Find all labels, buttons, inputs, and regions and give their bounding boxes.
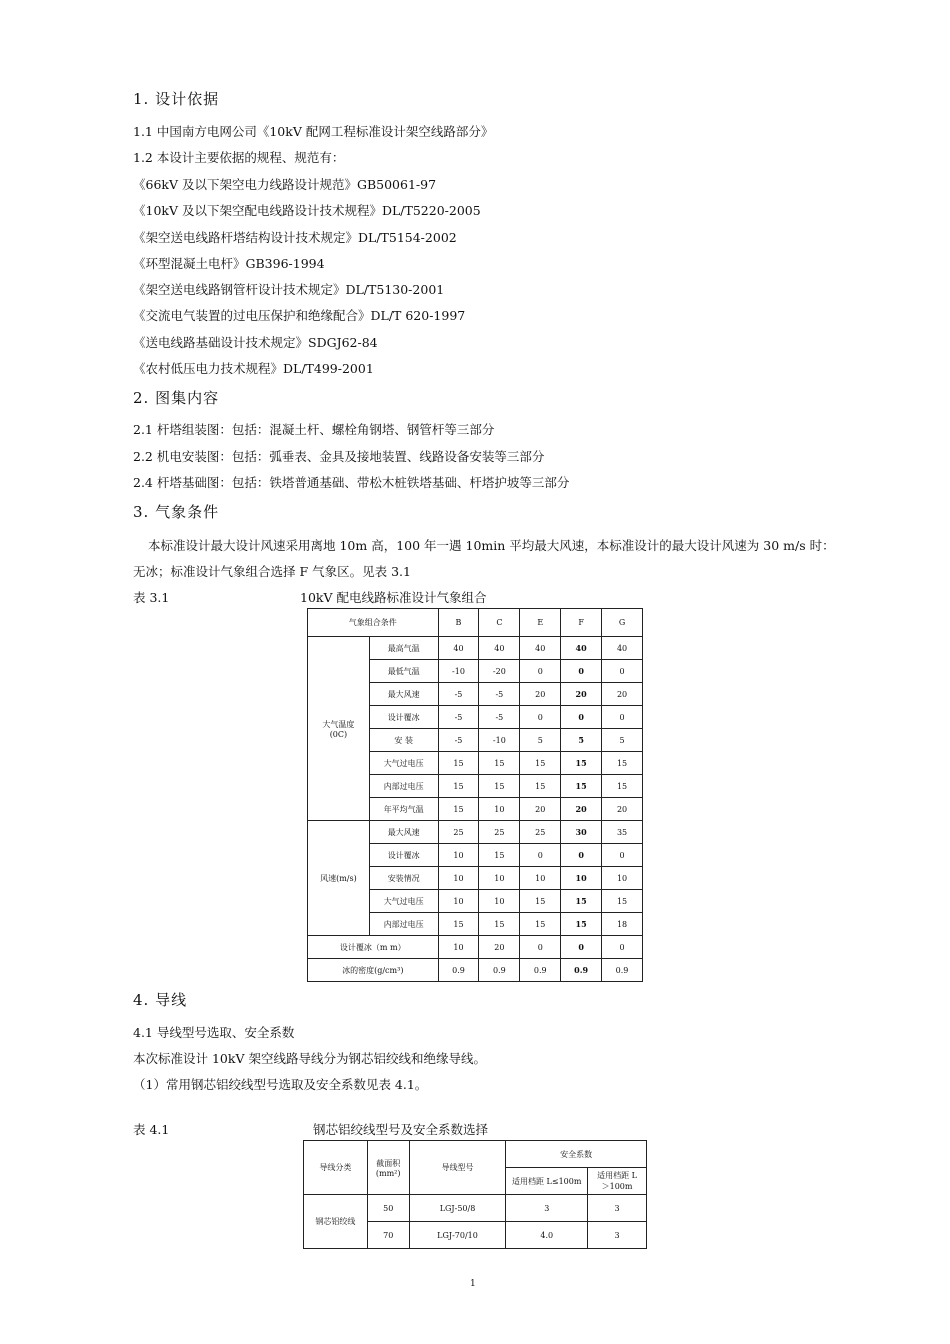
section-2-heading: 2. 图集内容	[133, 389, 220, 407]
cell: 18	[602, 913, 643, 936]
s1-line: 《10kV 及以下架空配电线路设计技术规程》DL/T5220-2005	[133, 203, 481, 218]
cell: 25	[438, 821, 479, 844]
header-cell: 安全系数	[506, 1141, 647, 1168]
table-row	[308, 959, 643, 982]
cell: 15	[520, 913, 561, 936]
section-1-heading: 1. 设计依据	[133, 90, 220, 108]
cell: 10	[438, 867, 479, 890]
s1-line: 《架空送电线路杆塔结构设计技术规定》DL/T5154-2002	[133, 230, 457, 245]
cell: -20	[479, 660, 520, 683]
s1-line: 《送电线路基础设计技术规定》SDGJ62-84	[133, 335, 378, 350]
cell: 5	[561, 729, 602, 752]
cell: 25	[479, 821, 520, 844]
cell: 15	[438, 752, 479, 775]
cell: 15	[520, 890, 561, 913]
area-header-text: 截面积	[376, 1158, 401, 1168]
table31-title: 10kV 配电线路标准设计气象组合	[300, 590, 487, 605]
cell: 40	[602, 637, 643, 660]
row-label: 冰的密度(g/cm³)	[308, 959, 439, 982]
s1-line: 《农村低压电力技术规程》DL/T499-2001	[133, 361, 374, 376]
row-label: 设计覆冰（m m）	[308, 936, 439, 959]
cell: 0	[561, 936, 602, 959]
cell: 0.9	[602, 959, 643, 982]
header-cell: 气象组合条件	[308, 609, 439, 637]
group-temp-cell	[308, 637, 370, 821]
row-label: 大气过电压	[369, 752, 438, 775]
cell: 30	[561, 821, 602, 844]
cell: 10	[479, 867, 520, 890]
s4-line: 4.1 导线型号选取、安全系数	[133, 1025, 295, 1040]
header-cell: G	[602, 609, 643, 637]
table31-label: 表 3.1	[133, 590, 170, 605]
header-cell: E	[520, 609, 561, 637]
s3-paragraph: 本标准设计最大设计风速采用离地 10m 高，100 年一遇 10min 平均最大风速，本标准设计的最大设计风速为 30 m/s 时：	[148, 538, 835, 553]
cell: -5	[479, 706, 520, 729]
cell: -5	[438, 706, 479, 729]
section-3-heading: 3. 气象条件	[133, 503, 220, 521]
table41-title: 钢芯铝绞线型号及安全系数选择	[313, 1122, 489, 1137]
table-row	[304, 1195, 647, 1222]
header-cell: C	[479, 609, 520, 637]
section-4-heading: 4. 导线	[133, 991, 188, 1009]
conductor-table	[303, 1140, 647, 1249]
cell: 40	[479, 637, 520, 660]
cell: 15	[479, 844, 520, 867]
s2-line: 2.4 杆塔基础图：包括：铁塔普通基础、带松木桩铁塔基础、杆塔护坡等三部分	[133, 475, 570, 490]
cell: 15	[561, 775, 602, 798]
row-label: 最大风速	[369, 821, 438, 844]
row-label: 安 装	[369, 729, 438, 752]
cell: 0.9	[479, 959, 520, 982]
cell: 10	[438, 936, 479, 959]
cell: 15	[561, 752, 602, 775]
cell: 15	[602, 775, 643, 798]
page-number: 1	[470, 1279, 476, 1289]
cell: 20	[561, 683, 602, 706]
cell: LGJ-70/10	[409, 1222, 506, 1249]
table-header-row	[304, 1141, 647, 1168]
s1-line: 《交流电气装置的过电压保护和绝缘配合》DL/T 620-1997	[133, 308, 466, 323]
s1-line: 1.1 中国南方电网公司《10kV 配网工程标准设计架空线路部分》	[133, 124, 494, 139]
cell: 0	[520, 936, 561, 959]
cell: 15	[438, 798, 479, 821]
cell: 5	[602, 729, 643, 752]
cell: -5	[438, 683, 479, 706]
header-cell: F	[561, 609, 602, 637]
cell: 15	[602, 890, 643, 913]
group-temp-label: 大气温度	[322, 719, 355, 729]
row-label: 内部过电压	[369, 775, 438, 798]
s1-line: 《架空送电线路钢管杆设计技术规定》DL/T5130-2001	[133, 282, 445, 297]
s3-paragraph: 无冰；标准设计气象组合选择 F 气象区。见表 3.1	[133, 564, 411, 579]
cell: 0	[561, 844, 602, 867]
header-cell: 导线型号	[409, 1141, 506, 1195]
table-row	[308, 637, 643, 660]
group-temp-unit: (0C)	[329, 729, 348, 739]
cell: -10	[479, 729, 520, 752]
header-cell: B	[438, 609, 479, 637]
header-cell	[588, 1168, 647, 1195]
cell: 10	[602, 867, 643, 890]
cell: 10	[479, 798, 520, 821]
cell: 70	[367, 1222, 409, 1249]
table-row	[308, 821, 643, 844]
cell: 15	[438, 913, 479, 936]
cell: 15	[520, 775, 561, 798]
row-label: 设计覆冰	[369, 844, 438, 867]
cell: 0	[602, 706, 643, 729]
s2-line: 2.2 机电安装图：包括：弧垂表、金具及接地装置、线路设备安装等三部分	[133, 449, 545, 464]
cell: 40	[561, 637, 602, 660]
s1-line: 《66kV 及以下架空电力线路设计规范》GB50061-97	[133, 177, 437, 192]
row-label: 内部过电压	[369, 913, 438, 936]
cell: 15	[438, 775, 479, 798]
group-wind-cell: 风速(m/s)	[308, 821, 370, 936]
cell: 0	[602, 844, 643, 867]
cell: 40	[520, 637, 561, 660]
cell: -10	[438, 660, 479, 683]
cell: LGJ-50/8	[409, 1195, 506, 1222]
cell: 35	[602, 821, 643, 844]
cell: 20	[520, 683, 561, 706]
row-label: 年平均气温	[369, 798, 438, 821]
row-label: 最高气温	[369, 637, 438, 660]
row-label: 安装情况	[369, 867, 438, 890]
cell: 0.9	[561, 959, 602, 982]
span2-header-unit: ＞100m	[601, 1182, 633, 1191]
cell: 15	[561, 913, 602, 936]
weather-table	[307, 608, 643, 982]
group-cell: 钢芯铝绞线	[304, 1195, 368, 1249]
row-label: 设计覆冰	[369, 706, 438, 729]
table-row	[308, 936, 643, 959]
cell: 10	[520, 867, 561, 890]
cell: 5	[520, 729, 561, 752]
s1-line: 1.2 本设计主要依据的规程、规范有：	[133, 150, 345, 165]
cell: 20	[602, 683, 643, 706]
table41-label: 表 4.1	[133, 1122, 170, 1137]
cell: 25	[520, 821, 561, 844]
cell: 10	[561, 867, 602, 890]
cell: 0	[602, 660, 643, 683]
cell: 20	[479, 936, 520, 959]
cell: 0	[561, 660, 602, 683]
s4-line: 本次标准设计 10kV 架空线路导线分为钢芯铝绞线和绝缘导线。	[133, 1051, 486, 1066]
area-header-unit: (mm²)	[375, 1168, 401, 1178]
cell: 4.0	[506, 1222, 588, 1249]
cell: 50	[367, 1195, 409, 1222]
cell: 3	[588, 1195, 647, 1222]
cell: 0	[561, 706, 602, 729]
table-header-row	[308, 609, 643, 637]
header-cell: 导线分类	[304, 1141, 368, 1195]
cell: 0	[520, 660, 561, 683]
cell: 0.9	[438, 959, 479, 982]
cell: 15	[520, 752, 561, 775]
cell: 15	[561, 890, 602, 913]
cell: 20	[520, 798, 561, 821]
header-cell: 适用档距 L≤100m	[506, 1168, 588, 1195]
cell: 20	[561, 798, 602, 821]
cell: 10	[438, 844, 479, 867]
cell: 10	[479, 890, 520, 913]
s1-line: 《环型混凝土电杆》GB396-1994	[133, 256, 325, 271]
cell: 3	[588, 1222, 647, 1249]
cell: 15	[479, 913, 520, 936]
cell: 40	[438, 637, 479, 660]
cell: -5	[479, 683, 520, 706]
cell: 0	[520, 844, 561, 867]
header-cell	[367, 1141, 409, 1195]
row-label: 大气过电压	[369, 890, 438, 913]
cell: 15	[479, 775, 520, 798]
cell: 20	[602, 798, 643, 821]
cell: 15	[602, 752, 643, 775]
span2-header-text: 适用档距 L	[597, 1171, 637, 1180]
s4-line: （1）常用钢芯铝绞线型号选取及安全系数见表 4.1。	[133, 1077, 428, 1092]
cell: 10	[438, 890, 479, 913]
cell: 0	[520, 706, 561, 729]
cell: 0.9	[520, 959, 561, 982]
row-label: 最低气温	[369, 660, 438, 683]
cell: 15	[479, 752, 520, 775]
row-label: 最大风速	[369, 683, 438, 706]
s2-line: 2.1 杆塔组装图：包括：混凝土杆、螺栓角钢塔、钢管杆等三部分	[133, 422, 495, 437]
cell: -5	[438, 729, 479, 752]
cell: 3	[506, 1195, 588, 1222]
cell: 0	[602, 936, 643, 959]
